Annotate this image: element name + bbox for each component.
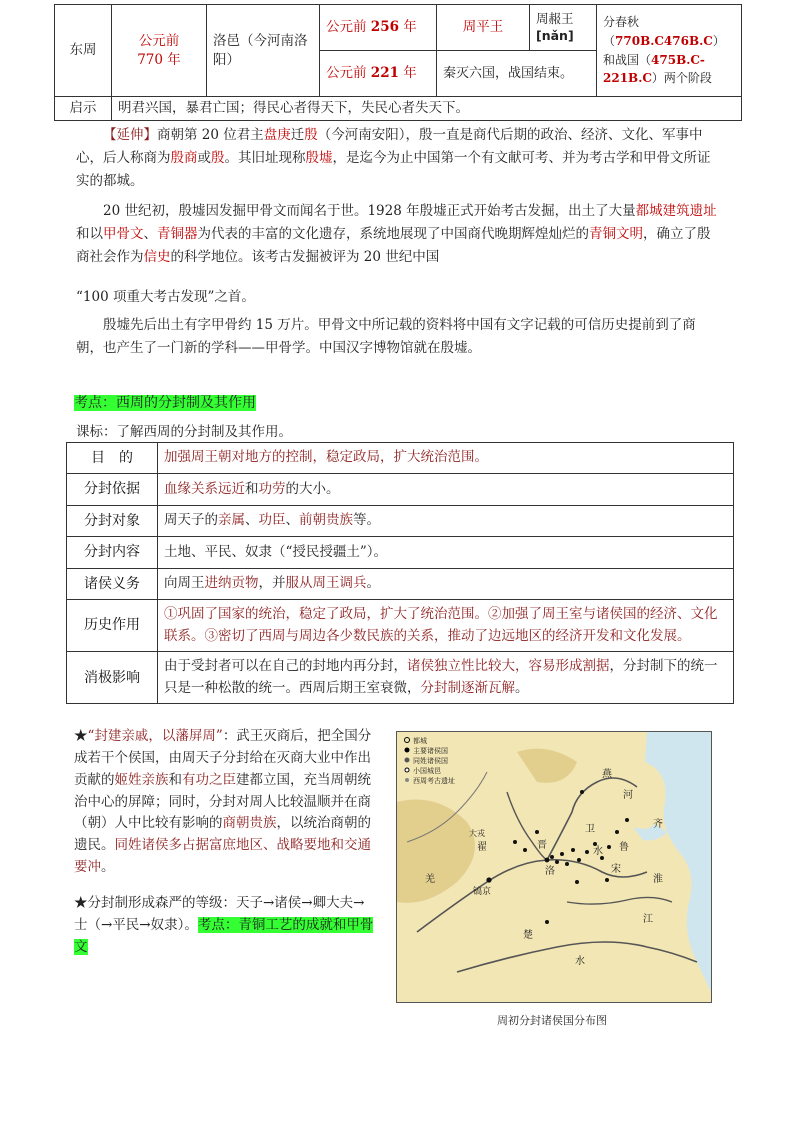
body-text: ★ xyxy=(74,728,88,744)
emphasis-text: 分封制逐渐瓦解 xyxy=(420,679,515,696)
body-text: 。 xyxy=(366,574,380,591)
sea-area xyxy=(645,732,711,992)
body-text: ，是迄今为止中国第一个有文献可考、并为考古学和甲骨文所证实的都城。 xyxy=(76,150,711,190)
body-text: （今河南安阳），殷一直是商代后期的政治、经济、文化、军事中心，后人称商为 xyxy=(76,127,703,167)
body-text: 向周王 xyxy=(164,574,205,591)
map-label: 水 xyxy=(575,956,585,967)
legend-2: 同姓诸侯国 xyxy=(413,757,448,765)
fengjian-row-label: 分封内容 xyxy=(67,537,158,568)
fengjian-row-content xyxy=(158,537,734,568)
map-label: 卫 xyxy=(585,824,595,835)
body-text: 商朝第 20 位君主 xyxy=(157,127,264,143)
zhou-fengjian-map xyxy=(396,731,712,1003)
lesson-label: 启示 xyxy=(55,97,112,121)
notes-hierarchy: ★分封制形成森严的等级：天子→诸侯→卿大夫→士（→平民→奴隶）。 xyxy=(74,895,365,933)
end-date-2-suffix: 年 xyxy=(398,65,417,82)
fengjian-row-content xyxy=(158,652,734,704)
fengjian-row-content xyxy=(158,568,734,599)
map-label: 燕 xyxy=(602,769,612,780)
map-dot xyxy=(605,878,609,882)
fengjian-row-label: 目 的 xyxy=(67,443,158,474)
fengjian-row-content xyxy=(158,505,734,536)
legend-1: 主要诸侯国 xyxy=(413,747,448,755)
map-dot xyxy=(545,858,550,863)
kaodian-2-label: 考点：青铜工艺的成就和甲骨文 xyxy=(74,916,374,955)
extension-paragraph-3: 殷墟先后出土有字甲骨约 15 万片。甲骨文中所记载的资料将中国有文字记载的可信历史提前到了商朝，也产生了一门新的学科——甲骨学。中国汉字博物馆就在殷墟。 xyxy=(76,317,696,357)
map-dot xyxy=(585,850,589,854)
emphasis-text: 前朝贵族 xyxy=(299,512,353,529)
start-date xyxy=(112,5,207,97)
kebiao: 课标：了解西周的分封制及其作用。 xyxy=(76,424,292,440)
map-dot xyxy=(550,855,554,859)
fengjian-row xyxy=(67,568,734,599)
emphasis-text: 青铜器 xyxy=(157,226,198,243)
fengjian-row xyxy=(67,537,734,568)
map-dot xyxy=(535,830,539,834)
map-dot xyxy=(560,852,564,856)
body-text: 、 xyxy=(245,512,259,529)
end-date-1-prefix: 公元前 xyxy=(326,19,371,36)
start-year: 770 年 xyxy=(137,51,181,68)
body-text: 的大小。 xyxy=(285,480,340,497)
emphasis-text: 同姓诸侯多占据富庶地区、战略要地和交通要冲 xyxy=(74,837,371,876)
body-text: 土地、平民、奴隶（“授民授疆土”）。 xyxy=(164,543,388,560)
capital: 洛邑（今河南洛阳） xyxy=(207,5,320,97)
map-dot xyxy=(607,845,611,849)
legend-small-icon xyxy=(405,768,409,772)
end-event: 秦灭六国，战国结束。 xyxy=(437,51,597,97)
map-dot xyxy=(545,920,549,924)
emphasis-text: 【延伸】 xyxy=(103,127,157,143)
emphasis-text: 殷 xyxy=(304,127,318,143)
notes-paragraph-2 xyxy=(74,893,374,959)
map-dot xyxy=(625,818,629,822)
legend-same-surname-icon xyxy=(405,758,410,763)
map-label: 鲁 xyxy=(619,842,629,853)
map-dot xyxy=(571,848,575,852)
emphasis-text: 信史 xyxy=(143,249,171,266)
kaodian-heading xyxy=(74,392,256,412)
emphasis-text: 诸侯独立性比较大，容易形成割据 xyxy=(407,658,610,675)
emphasis-text: 亲属 xyxy=(218,512,245,529)
body-text: 。其旧址现称 xyxy=(224,150,306,167)
body-text: ，以统治商朝的遗民。 xyxy=(74,815,371,854)
emphasis-text: 功臣 xyxy=(258,512,286,529)
periods-text-3: ）两个阶段 xyxy=(651,71,712,86)
map-dot xyxy=(555,860,559,864)
body-text: 周天子的 xyxy=(164,512,218,529)
map-label: 晋 xyxy=(537,840,547,851)
fengjian-row-label: 诸侯义务 xyxy=(67,568,158,599)
emphasis-text: 功劳 xyxy=(258,480,286,497)
emphasis-text: 服从周王调兵 xyxy=(285,574,367,591)
last-king-name: 周赧王 xyxy=(536,10,574,26)
fengjian-row-content xyxy=(158,474,734,505)
notes-paragraph-1 xyxy=(74,726,374,879)
first-king: 周平王 xyxy=(437,5,530,51)
end-date-1 xyxy=(320,5,437,51)
emphasis-text: 都城建筑遗址 xyxy=(635,203,717,219)
map-dot xyxy=(513,840,517,844)
map-label: 羌 xyxy=(425,874,435,885)
emphasis-text: 青铜文明 xyxy=(589,226,643,243)
kaodian-label: 考点：西周的分封制及其作用 xyxy=(74,395,256,411)
emphasis-text: 盘庚 xyxy=(263,127,291,143)
body-text: 或 xyxy=(197,150,211,167)
body-text: 为代表的丰富的文化遗存，系统地展现了中国商代晚期辉煌灿烂的 xyxy=(197,226,589,243)
body-text: 。 xyxy=(515,679,529,696)
map-label: 镐京 xyxy=(473,887,492,897)
map-dot xyxy=(486,877,491,882)
body-text: 20 世纪初，殷墟因发掘甲骨文而闻名于世。1928 年殷墟正式开始考古发掘，出土了大量 xyxy=(103,203,636,219)
body-text: 的科学地位。该考古发掘被评为 20 世纪中国 xyxy=(170,249,440,266)
legend-site-icon xyxy=(405,778,409,782)
map-label: 宋 xyxy=(611,864,621,875)
extension-paragraph-2b: “100 项重大考古发现”之首。 xyxy=(76,289,255,305)
end-date-2-prefix: 公元前 xyxy=(326,65,371,82)
body-text: ，分封制下的统一只是一种松散的统一。西周后期王室衰微， xyxy=(164,658,718,696)
fengjian-table-body xyxy=(67,443,734,704)
fengjian-row xyxy=(67,652,734,704)
last-king xyxy=(530,5,597,51)
map-label: 大戎 xyxy=(469,829,485,838)
body-text: 等。 xyxy=(353,512,380,529)
end-date-1-num: 256 xyxy=(370,19,399,36)
emphasis-text: “封建亲戚，以藩屏周” xyxy=(87,728,223,744)
periods-note xyxy=(597,5,742,97)
end-date-1-suffix: 年 xyxy=(398,19,417,36)
map-label: 淮 xyxy=(653,874,663,885)
emphasis-text: ①巩固了国家的统治，稳定了政局，扩大了统治范围。②加强了周王室与诸侯国的经济、文化联系。③密切了西周与周边各少数民族的关系，推动了边远地区的经济开发和文化发展。 xyxy=(164,605,718,644)
emphasis-text: 有功之臣 xyxy=(182,771,236,788)
last-king-pinyin: [nǎn] xyxy=(536,27,574,43)
body-text: 。 xyxy=(101,859,115,876)
lesson-text: 明君兴国，暴君亡国；得民心者得天下，失民心者失天下。 xyxy=(112,97,742,121)
emphasis-text: 加强周王朝对地方的控制，稳定政局，扩大统治范围。 xyxy=(164,449,488,466)
map-label: 江 xyxy=(643,914,653,925)
map-label: 河 xyxy=(623,790,633,801)
emphasis-text: 姬姓亲族 xyxy=(114,771,169,788)
dynasty-table xyxy=(54,4,742,121)
map-graphic xyxy=(397,732,711,1002)
emphasis-text: 殷 xyxy=(211,150,225,167)
plateau-shade xyxy=(397,800,475,903)
map-label: 翟 xyxy=(477,842,487,853)
emphasis-text: 进纳贡物 xyxy=(204,574,259,591)
extension-paragraph-2 xyxy=(76,200,720,270)
river-huai xyxy=(567,897,672,904)
map-dot xyxy=(615,830,619,834)
map-label: 楚 xyxy=(523,930,533,941)
body-text: 、 xyxy=(285,512,299,529)
extension-paragraph-1 xyxy=(76,124,720,194)
map-dot xyxy=(523,848,527,852)
map-dot xyxy=(577,858,581,862)
legend-capital-icon xyxy=(405,738,410,743)
end-date-2 xyxy=(320,51,437,97)
legend-4: 西周考古遗址 xyxy=(413,777,455,785)
legend-major-icon xyxy=(405,748,410,753)
body-text: ，确立了殷商社会作为 xyxy=(76,226,711,266)
map-dot xyxy=(565,862,569,866)
fengjian-row-label: 分封对象 xyxy=(67,505,158,536)
fengjian-notes xyxy=(74,726,374,959)
body-text: 和 xyxy=(168,771,182,788)
body-text: ，并 xyxy=(258,574,286,591)
start-label: 公元前 xyxy=(138,33,180,50)
body-text: 由于受封者可以在自己的封地内再分封， xyxy=(164,658,407,675)
map-dot xyxy=(575,880,579,884)
fengjian-row xyxy=(67,443,734,474)
map-legend xyxy=(405,736,456,785)
periods-text-1: 分春秋（ xyxy=(603,15,640,48)
emphasis-text: 血缘关系远近 xyxy=(164,480,245,497)
body-text: ：武王灭商后，把全国分成若干个侯国，由周天子分封给在灭商大业中作出贡献的 xyxy=(74,728,372,788)
fengjian-row xyxy=(67,505,734,536)
fengjian-row-content xyxy=(158,599,734,651)
fengjian-row xyxy=(67,599,734,651)
map-label: 洛 xyxy=(545,866,555,877)
dynasty-name: 东周 xyxy=(55,5,112,97)
period-zhanguo: 475B.C-221B.C xyxy=(603,52,705,86)
legend-0: 都城 xyxy=(413,737,427,745)
highland-shade xyxy=(517,749,577,783)
map-label: 水 xyxy=(593,846,603,857)
body-text: 建都立国，充当周朝统治中心的屏障；同时，分封对周人比较温顺并在商（朝）人中比较有影响的 xyxy=(74,771,371,832)
fengjian-row xyxy=(67,474,734,505)
map-caption: 周初分封诸侯国分布图 xyxy=(497,1014,607,1027)
body-text: 迁 xyxy=(290,127,305,143)
body-text: 、 xyxy=(143,226,157,243)
map-dot xyxy=(580,790,584,794)
body-text: 和以 xyxy=(76,226,103,243)
fengjian-row-label: 分封依据 xyxy=(67,474,158,505)
fengjian-row-content xyxy=(158,443,734,474)
end-date-2-num: 221 xyxy=(370,65,399,82)
fengjian-table xyxy=(66,442,734,704)
emphasis-text: 殷商 xyxy=(170,150,198,167)
periods-text-2: ）和战国（ xyxy=(603,33,725,67)
legend-3: 小国城邑 xyxy=(413,767,441,775)
map-label: 齐 xyxy=(653,819,663,830)
period-chunqiu: 770B.C476B.C xyxy=(615,33,713,48)
emphasis-text: 殷墟 xyxy=(305,150,333,167)
emphasis-text: 商朝贵族 xyxy=(222,815,277,832)
body-text: 和 xyxy=(245,480,259,497)
emphasis-text: 甲骨文 xyxy=(103,226,144,243)
fengjian-row-label: 历史作用 xyxy=(67,599,158,651)
fengjian-row-label: 消极影响 xyxy=(67,652,158,704)
